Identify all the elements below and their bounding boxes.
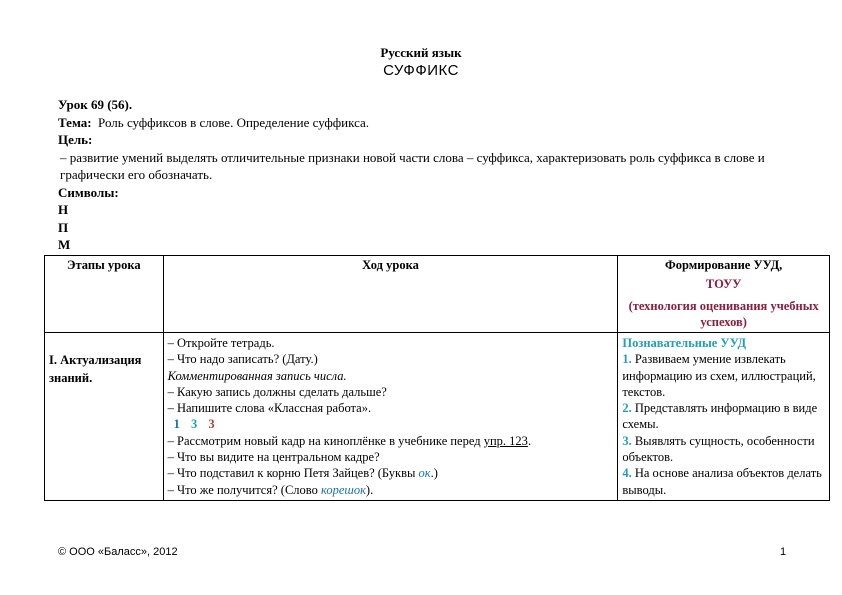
lesson-number: Урок 69 (56). xyxy=(58,97,133,112)
theme-label: Тема: xyxy=(58,114,92,130)
table-header-row xyxy=(45,256,830,333)
lesson-table xyxy=(44,255,830,501)
lesson-meta xyxy=(58,96,798,254)
header-stages: Этапы урока xyxy=(45,256,164,333)
symbol-n: Н xyxy=(58,202,69,217)
course-cell xyxy=(163,333,618,501)
header-uud xyxy=(618,256,830,333)
symbols-label: Символы: xyxy=(58,184,119,200)
exercise-link[interactable]: упр. 123 xyxy=(483,433,528,448)
course-line: – Напишите слова «Классная работа». xyxy=(167,401,372,416)
page-number: 1 xyxy=(780,546,787,558)
result-word: корешок xyxy=(320,482,366,497)
course-line: – Что подставил к корню Петя Зайцев? (Буквы ок.) xyxy=(167,466,438,481)
goal-label: Цель: xyxy=(58,132,93,147)
uud-item: 1. Развиваем умение извлекать информацию из схем, иллюстраций, текстов. xyxy=(622,352,816,399)
uud-cell xyxy=(618,333,830,501)
course-line: – Рассмотрим новый кадр на киноплёнке в учебнике перед упр. 123. xyxy=(167,433,532,448)
course-line: – Какую запись должны сделать дальше? xyxy=(167,384,387,399)
uud-item: 2. Представлять информацию в виде схемы. xyxy=(622,401,818,432)
header-uud-line1: Формирование УУД, xyxy=(665,258,783,272)
uud-title: Познавательные УУД xyxy=(622,336,747,350)
table-row xyxy=(45,333,830,501)
symbol-p: П xyxy=(58,219,69,235)
course-line: Комментированная запись числа. xyxy=(167,368,347,383)
course-line: – Что же получится? (Слово корешок). xyxy=(167,482,374,497)
goal-text: – развитие умений выделять отличительные признаки новой части слова – суффикса, характеризовать роль суффикса в слове и графически его обозначать. xyxy=(60,149,765,182)
course-line: – Что надо записать? (Дату.) xyxy=(167,352,318,367)
uud-item: 3. Выявлять сущность, особенности объектов. xyxy=(622,433,815,465)
code-2: 3 xyxy=(191,417,198,432)
stage-cell xyxy=(45,333,164,501)
theme-text: Роль суффиксов в слове. Определение суффикса. xyxy=(98,114,370,130)
topic-title: СУФФИКС xyxy=(383,62,459,79)
header-uud-line3: (технология оценивания учебных успехов) xyxy=(628,299,819,329)
header-uud-line2: ТОУУ xyxy=(705,277,742,291)
course-line: – Что вы видите на центральном кадре? xyxy=(167,450,380,465)
course-line: – Откройте тетрадь. xyxy=(167,336,275,350)
number-codes xyxy=(168,416,614,432)
subject-title: Русский язык xyxy=(380,45,462,60)
header-course: Ход урока xyxy=(163,256,618,333)
letters-word: ок xyxy=(418,466,431,481)
code-3: 3 xyxy=(208,417,215,432)
stage-name: I. Актуализация знаний. xyxy=(49,353,142,385)
symbol-m: М xyxy=(58,237,71,252)
code-1: 1 xyxy=(173,417,180,432)
uud-item: 4. На основе анализа объектов делать выводы. xyxy=(622,466,822,497)
copyright: © ООО «Баласс», 2012 xyxy=(58,546,178,558)
